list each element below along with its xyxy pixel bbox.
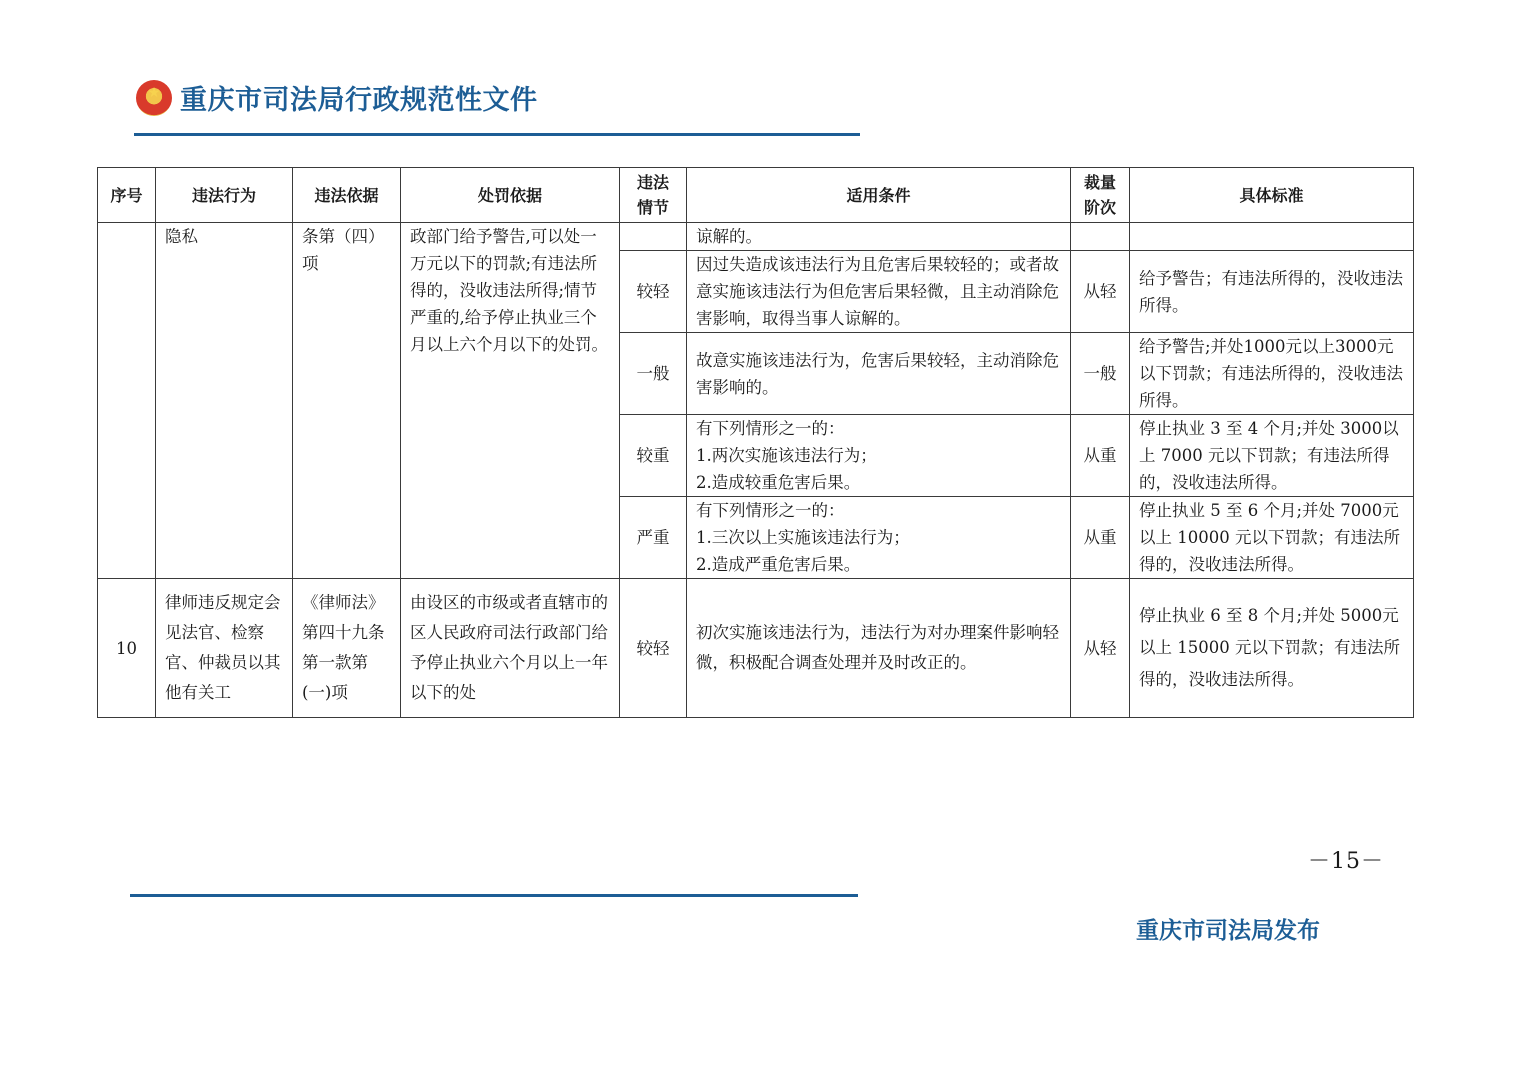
cell-condition: 故意实施该违法行为，危害后果较轻，主动消除危害影响的。 [687, 333, 1071, 415]
header-standard: 具体标准 [1130, 168, 1414, 223]
header-penalty: 处罚依据 [401, 168, 620, 223]
cell-behavior: 隐私 [156, 223, 293, 579]
cell-condition: 因过失造成该违法行为且危害后果较轻的；或者故意实施该违法行为但危害后果轻微，且主动消除危害影响，取得当事人谅解的。 [687, 251, 1071, 333]
cell-level: 一般 [1071, 333, 1130, 415]
cell-standard: 给予警告；有违法所得的，没收违法所得。 [1130, 251, 1414, 333]
cell-circumstance: 较轻 [620, 579, 687, 718]
cell-condition: 初次实施该违法行为，违法行为对办理案件影响轻微，积极配合调查处理并及时改正的。 [687, 579, 1071, 718]
table-header-row [98, 168, 1414, 223]
header-circumstance: 违法 情节 [620, 168, 687, 223]
cell-circumstance: 较重 [620, 415, 687, 497]
cell-level: 从轻 [1071, 579, 1130, 718]
header-basis: 违法依据 [293, 168, 401, 223]
cell-standard: 停止执业 3 至 4 个月;并处 3000以上 7000 元以下罚款；有违法所得的，没收违法所得。 [1130, 415, 1414, 497]
document-header [136, 78, 538, 117]
cell-circumstance: 严重 [620, 497, 687, 579]
discretion-standard-table [97, 167, 1414, 718]
cell-no [98, 223, 156, 579]
cell-condition: 有下列情形之一的： 1.三次以上实施该违法行为； 2.造成严重危害后果。 [687, 497, 1071, 579]
cell-level: 从重 [1071, 415, 1130, 497]
cell-condition: 谅解的。 [687, 223, 1071, 251]
cell-behavior: 律师违反规定会见法官、检察官、仲裁员以其他有关工 [156, 579, 293, 718]
header-rule [134, 133, 860, 136]
header-level: 裁量 阶次 [1071, 168, 1130, 223]
cell-standard [1130, 223, 1414, 251]
cell-basis: 条第（四） 项 [293, 223, 401, 579]
cell-basis: 《律师法》第四十九条第一款第(一)项 [293, 579, 401, 718]
cell-no: 10 [98, 579, 156, 718]
cell-circumstance: 一般 [620, 333, 687, 415]
cell-circumstance: 较轻 [620, 251, 687, 333]
page-number: －15－ [1308, 849, 1384, 874]
cell-level: 从轻 [1071, 251, 1130, 333]
header-behavior: 违法行为 [156, 168, 293, 223]
cell-standard: 停止执业 6 至 8 个月;并处 5000元以上 15000 元以下罚款；有违法所得的，没收违法所得。 [1130, 579, 1414, 718]
footer-rule [130, 894, 858, 897]
cell-penalty: 由设区的市级或者直辖市的区人民政府司法行政部门给予停止执业六个月以上一年以下的处 [401, 579, 620, 718]
cell-level [1071, 223, 1130, 251]
header-condition: 适用条件 [687, 168, 1071, 223]
cell-standard: 停止执业 5 至 6 个月;并处 7000元以上 10000 元以下罚款；有违法所得的，没收违法所得。 [1130, 497, 1414, 579]
cell-standard: 给予警告;并处1000元以上3000元以下罚款；有违法所得的，没收违法所得。 [1130, 333, 1414, 415]
national-emblem-icon [136, 80, 172, 116]
table-row [98, 223, 1414, 251]
cell-level: 从重 [1071, 497, 1130, 579]
publisher-label: 重庆市司法局发布 [1136, 918, 1320, 944]
cell-circumstance [620, 223, 687, 251]
cell-penalty: 政部门给予警告,可以处一万元以下的罚款;有违法所得的，没收违法所得;情节严重的,给予停止执业三个月以上六个月以下的处罚。 [401, 223, 620, 579]
table-row [98, 579, 1414, 718]
header-no: 序号 [98, 168, 156, 223]
header-title: 重庆市司法局行政规范性文件 [180, 85, 538, 116]
cell-condition: 有下列情形之一的： 1.两次实施该违法行为； 2.造成较重危害后果。 [687, 415, 1071, 497]
